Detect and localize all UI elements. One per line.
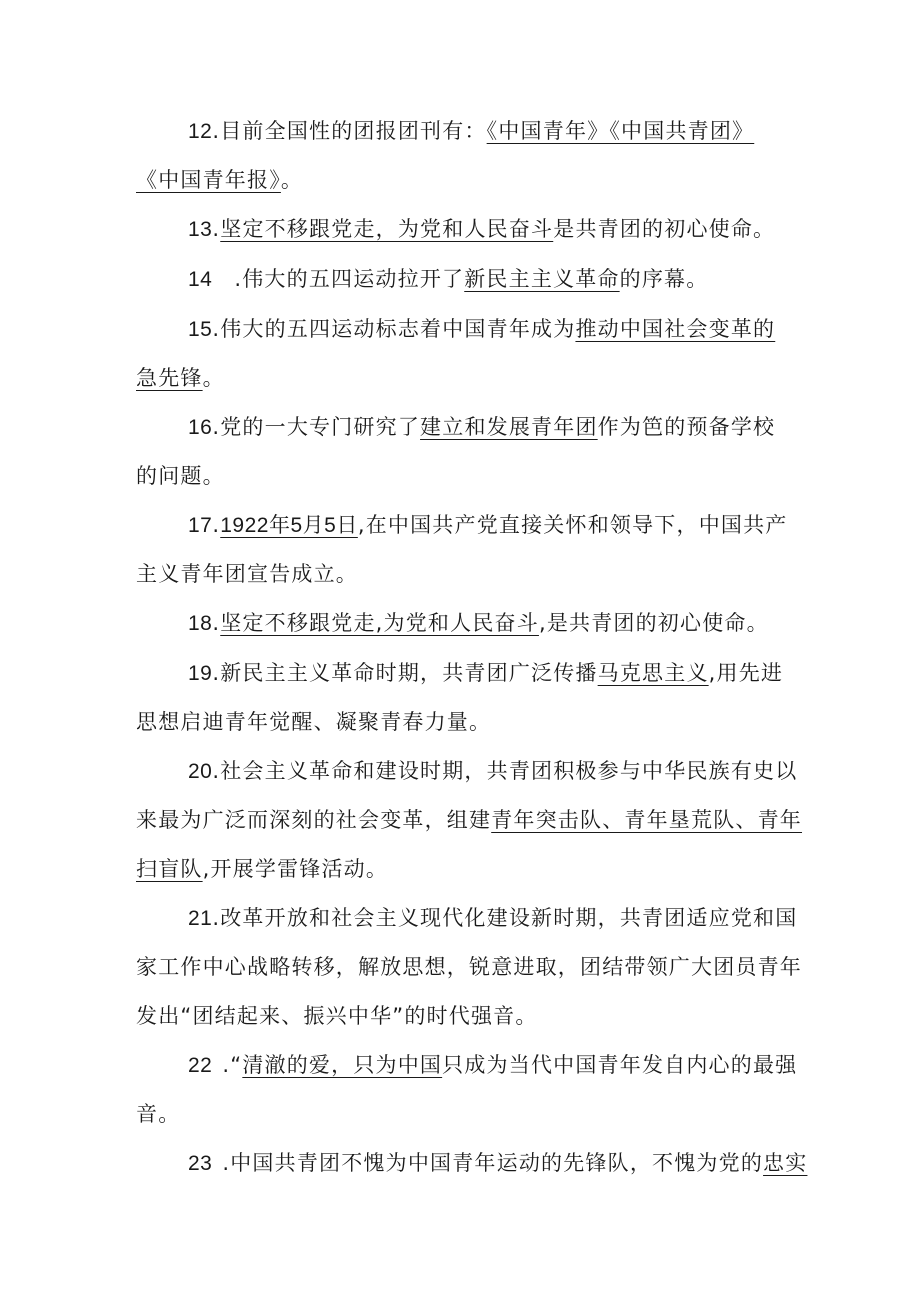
question-item-18	[136, 599, 786, 648]
item-text: .	[212, 513, 221, 537]
question-item-16	[136, 403, 786, 501]
answer-underlined: 1922年5月5日	[220, 514, 358, 537]
question-item-15	[136, 305, 786, 403]
item-text: .改革开放和社会主义现代化建设新时期，共青团适应党和国	[212, 906, 798, 930]
answer-underlined: 马克思主义	[597, 661, 709, 685]
item-text: 主义青年团宣告成立。	[136, 562, 358, 586]
item-text: .“	[222, 1053, 243, 1077]
item-text: ,是共青团的初心使命。	[538, 611, 769, 635]
item-text: .	[212, 611, 221, 635]
item-text: 。	[202, 366, 225, 390]
question-item-21	[136, 894, 802, 1041]
item-text: 来最为广泛而深刻的社会变革，组建	[136, 808, 492, 832]
answer-underlined: 忠实	[763, 1151, 808, 1175]
item-text: .伟大的五四运动拉开了	[234, 267, 465, 291]
item-number: 13	[188, 218, 213, 241]
question-item-23	[136, 1139, 808, 1188]
item-number: 14	[188, 268, 213, 291]
item-text: .目前全国性的团报团刊有：	[212, 119, 487, 143]
item-text: 。	[280, 168, 304, 192]
question-item-13	[136, 205, 786, 254]
answer-underlined: 清澈的爱，只为中国	[242, 1053, 443, 1077]
item-number: 22	[188, 1054, 213, 1077]
answer-underlined: 坚定不移跟党走，为党和人民奋斗	[220, 217, 554, 241]
item-text: ,开展学雷锋活动。	[202, 857, 389, 881]
item-text: 音。	[136, 1102, 181, 1126]
answer-underlined: 坚定不移跟党走,为党和人民奋斗	[220, 611, 539, 635]
answer-underlined: 青年突击队、青年垦荒队、青年	[491, 808, 803, 832]
question-item-12	[136, 107, 786, 205]
item-text: .	[212, 217, 221, 241]
question-item-19	[136, 649, 786, 747]
item-number: 20	[188, 760, 213, 783]
answer-underlined: 扫盲队	[136, 857, 203, 881]
item-number: 15	[188, 318, 213, 341]
item-text: 的序幕。	[619, 267, 709, 291]
answer-underlined: 《中国青年》《中国共青团》	[486, 119, 755, 143]
item-number: 16	[188, 416, 213, 439]
item-number: 18	[188, 612, 213, 635]
answer-underlined: 新民主主义革命	[464, 267, 620, 291]
item-text: 的问题。	[136, 464, 225, 488]
item-number: 17	[188, 514, 213, 537]
item-text: ,在中国共产党直接关怀和领导下，中国共产	[357, 513, 788, 537]
item-number: 21	[188, 907, 213, 930]
question-item-20	[136, 747, 803, 894]
item-text: .中国共青团不愧为中国青年运动的先锋队，不愧为党的	[222, 1151, 764, 1175]
item-text: 发出“团结起来、振兴中华”的时代强音。	[136, 1004, 538, 1028]
item-text: 是共青团的初心使命。	[553, 217, 776, 241]
answer-underlined: 急先锋	[136, 366, 203, 390]
item-number: 12	[188, 120, 213, 143]
item-text: .社会主义革命和建设时期，共青团积极参与中华民族有史以	[212, 759, 798, 783]
item-text: 思想启迪青年觉醒、凝聚青春力量。	[136, 710, 492, 734]
question-item-14	[136, 255, 786, 304]
item-text: 作为笆的预备学校	[597, 415, 776, 439]
item-text: .党的一大专门研究了	[212, 415, 421, 439]
answer-underlined: 建立和发展青年团	[420, 415, 598, 439]
question-item-17	[136, 501, 786, 599]
item-text: ,用先进	[708, 661, 784, 685]
answer-underlined: 《中国青年报》	[136, 168, 281, 192]
item-text: 家工作中心战略转移，解放思想，锐意进取，团结带领广大团员青年	[136, 955, 802, 979]
answer-underlined: 推动中国社会变革的	[575, 317, 776, 341]
item-text: .新民主主义革命时期，共青团广泛传播	[212, 661, 598, 685]
item-number: 23	[188, 1152, 213, 1175]
item-text: .伟大的五四运动标志着中国青年成为	[212, 317, 576, 341]
item-number: 19	[188, 662, 213, 685]
question-item-22	[136, 1041, 798, 1139]
item-text: 只成为当代中国青年发自内心的最强	[442, 1053, 798, 1077]
